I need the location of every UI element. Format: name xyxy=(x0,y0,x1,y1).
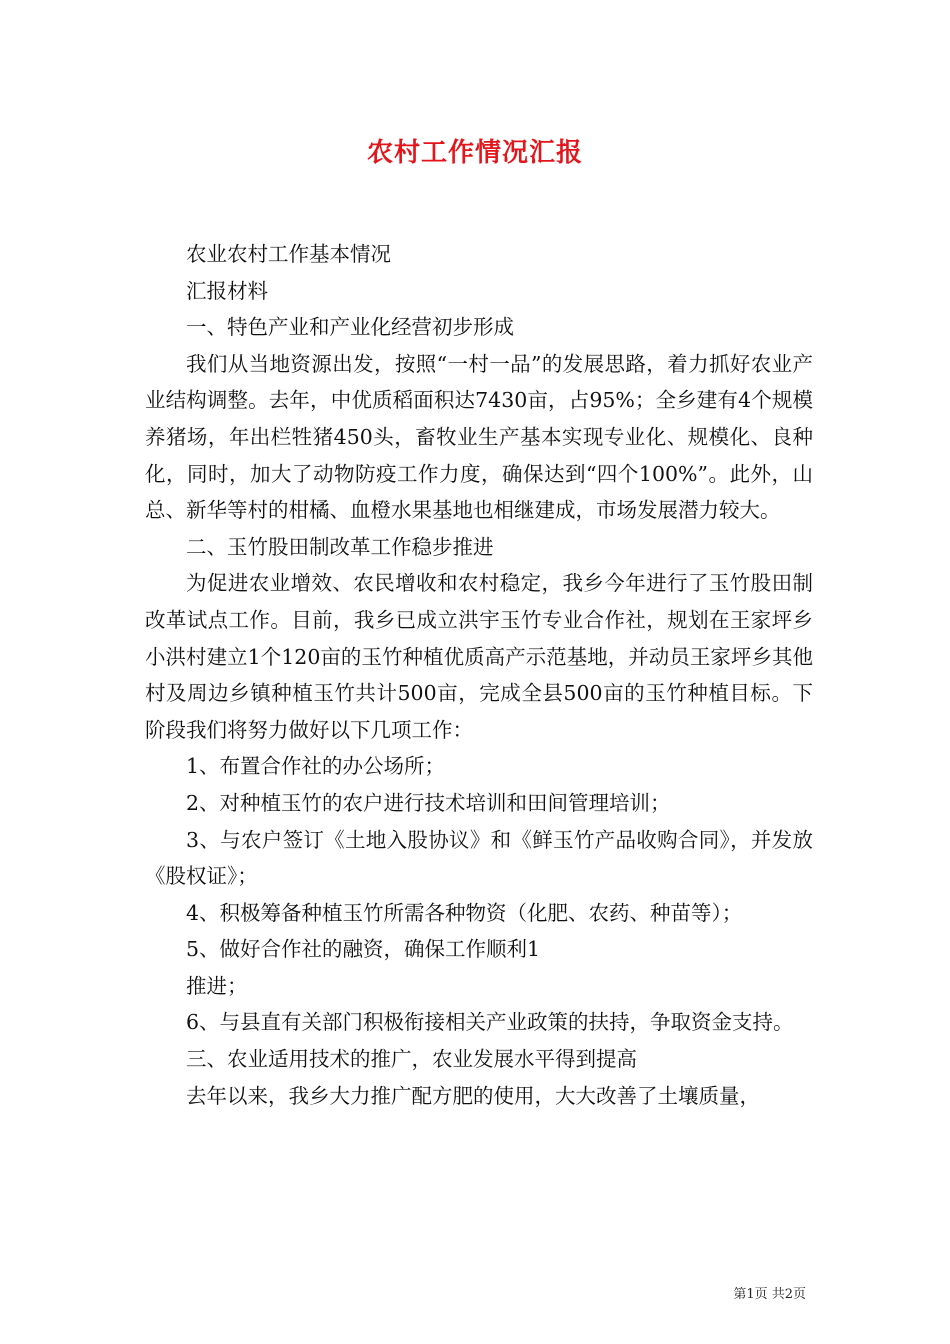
list-item: 6、与县直有关部门积极衔接相关产业政策的扶持，争取资金支持。 xyxy=(186,1010,794,1035)
list-item: 3、与农户签订《土地入股协议》和《鲜玉竹产品收购合同》，并发放《股权证》； xyxy=(145,827,813,889)
paragraph: 推进； xyxy=(186,973,248,998)
paragraph: 汇报材料 xyxy=(186,278,268,303)
list-item: 1、布置合作社的办公场所； xyxy=(186,754,446,779)
list-item: 4、积极筹备种植玉竹所需各种物资（化肥、农药、种苗等）； xyxy=(186,900,743,925)
page-title: 农村工作情况汇报 xyxy=(366,138,583,168)
list-item: 5、做好合作社的融资，确保工作顺利1 xyxy=(186,937,541,962)
page-number: 第1页 共2页 xyxy=(733,1287,806,1302)
document-body xyxy=(145,236,813,1114)
list-item: 2、对种植玉竹的农户进行技术培训和田间管理培训； xyxy=(186,790,671,815)
paragraph: 为促进农业增效、农民增收和农村稳定，我乡今年进行了玉竹股田制改革试点工作。目前，我乡已成立洪宇玉竹专业合作社，规划在王家坪乡小洪村建立1个120亩的玉竹种植优质高产示范基地，并动员王家坪乡其他村及周边乡镇种植玉竹共计500亩，完成全县500亩的玉竹种植目标。下阶段我们将努力做好以下几项工作： xyxy=(145,571,813,742)
paragraph: 去年以来，我乡大力推广配方肥的使用，大大改善了土壤质量， xyxy=(186,1083,760,1108)
paragraph: 我们从当地资源出发，按照“一村一品”的发展思路，着力抓好农业产业结构调整。去年，中优质稻面积达7430亩，占95%；全乡建有4个规模养猪场，年出栏牲猪450头，畜牧业生产基本实现专业化、规模化、良种化，同时，加大了动物防疫工作力度，确保达到“四个100%”。此外，山总、新华等村的柑橘、血橙水果基地也相继建成，市场发展潜力较大。 xyxy=(145,351,813,523)
section-heading: 三、农业适用技术的推广，农业发展水平得到提高 xyxy=(186,1047,637,1072)
paragraph: 农业农村工作基本情况 xyxy=(186,242,391,266)
section-heading: 二、玉竹股田制改革工作稳步推进 xyxy=(186,534,494,559)
section-heading: 一、特色产业和产业化经营初步形成 xyxy=(186,315,514,340)
